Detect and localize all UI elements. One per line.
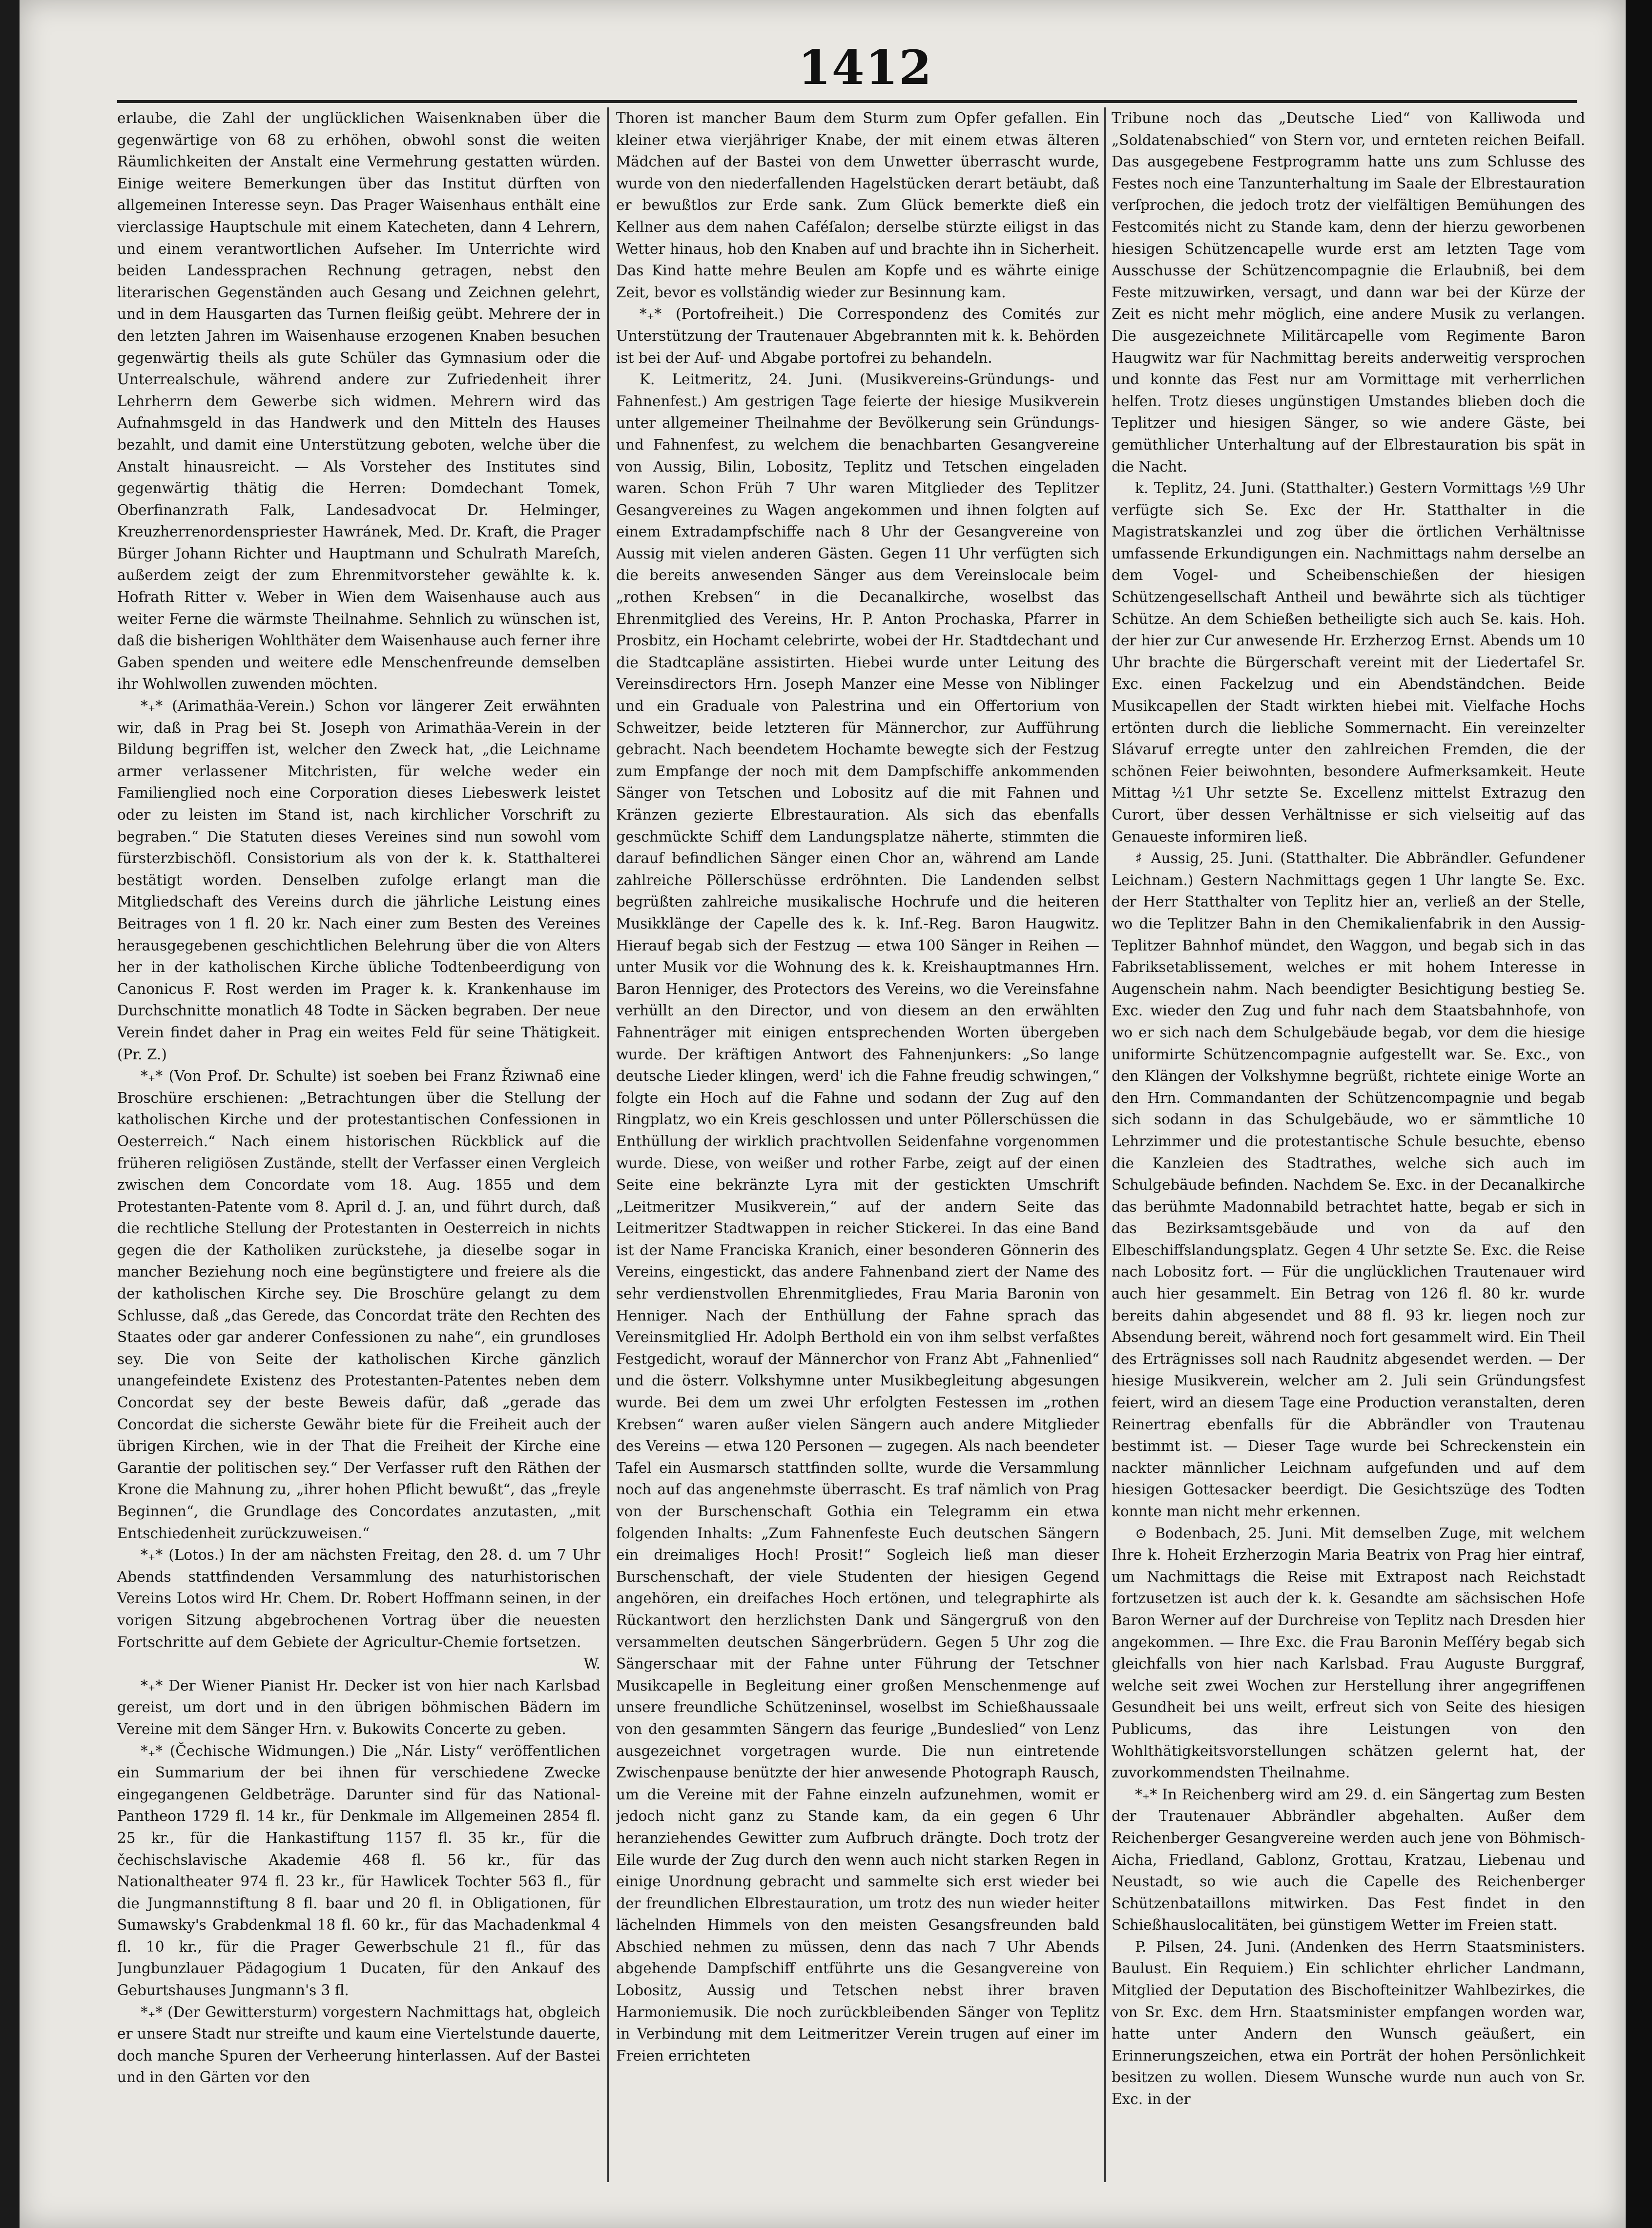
article-paragraph: ♯ Aussig, 25. Juni. (Statthalter. Die Abbrändler. Gefundener Leichnam.) Gestern Nachmittags gegen 1 Uhr langte Se. Exc. der Herr Statthalter von Teplitz hier an, verließ an der Stelle, wo die Teplitzer Bahn in den Chemikalienfabrik in den Aussig-Teplitzer Bahnhof mündet, den Waggon, und begab sich in das Fabriksetablissement, welches er mit hohem Interesse in Augenschein nahm. Nach beendigter Besichtigung bestieg Se. Exc. wieder den Zug und fuhr nach dem Staatsbahnhofe, von wo er sich nach dem Schulgebäude begab, vor dem die hiesige uniformirte Schützencompagnie aufgestellt war. Se. Exc., von den Klängen der Volkshymne begrüßt, richtete einige Worte an den Hrn. Commandanten der Schützencompagnie und begab sich sodann in das Schulgebäude, wo er sämmtliche 10 Lehrzimmer und die protestantische Schule besuchte, ebenso die Kanzleien des Stadtrathes, welche sich auch im Schulgebäude befinden. Nachdem Se. Exc. in der Decanalkirche das berühmte Madonnabild betrachtet hatte, begab er sich in das Bezirksamtsgebäude und von da auf den Elbeschiffslandungsplatz. Gegen 4 Uhr setzte Se. Exc. die Reise nach Lobositz fort. — Für die unglücklichen Trautenauer wird auch hier gesammelt. Ein Betrag von 126 fl. 80 kr. wurde bereits dahin abgesendet und 88 fl. 93 kr. liegen noch zur Absendung bereit, während noch fort gesammelt wird. Ein Theil des Erträgnisses soll nach Raudnitz abgesendet werden. — Der hiesige Musikverein, welcher am 2. Juli sein Gründungsfest feiert, wird an diesem Tage eine Production veranstalten, deren Reinertrag ebenfalls für die Abbrändler von Trautenau bestimmt ist. — Dieser Tage wurde bei Schreckenstein ein nackter männlicher Leichnam aufgefunden und auf dem hiesigen Gottesacker beerdigt. Die Gesichtszüge des Todten konnte man nicht mehr erkennen.: [1112, 850, 1585, 1520]
article-signature: W.: [583, 1655, 600, 1672]
article-paragraph: *₊* (Portofreiheit.) Die Correspondenz des Comités zur Unterstützung der Trautenauer Abgebrannten mit k. k. Behörden ist bei der Auf- und Abgabe portofrei zu behandeln.: [616, 306, 1099, 366]
article-paragraph: *₊* (Der Gewittersturm) vorgestern Nachmittags hat, obgleich er unsere Stadt nur streifte und kaum eine Viertelstunde dauerte, doch manche Spuren der Verheerung hinterlassen. Auf der Bastei und in den Gärten vor den: [117, 2003, 600, 2086]
article-paragraph: Tribune noch das „Deutsche Lied“ von Kalliwoda und „Soldatenabschied“ von Stern vor, und ernteten reichen Beifall. Das ausgegebene Festprogramm hatte uns zum Schlusse des Festes noch eine Tanzunterhaltung im Saale der Elbrestauration verſprochen, die jedoch trotz der vielfältigen Bemühungen des Festcomités nicht zu Stande kam, denn der hierzu geworbenen hiesigen Schützencapelle wurde erst am letzten Tage vom Ausschusse der Schützencompagnie die Erlaubniß, bei dem Feste mitzuwirken, versagt, und dann war bei der Kürze der Zeit es nicht mehr möglich, eine andere Musik zu verlangen. Die ausgezeichnete Militärcapelle vom Regimente Baron Haugwitz war für Nachmittag bereits anderweitig versprochen und konnte das Fest nur am Vormittage mit verherrlichen helfen. Trotz dieses ungünstigen Umstandes blieben doch die Teplitzer und hiesigen Sänger, so wie andere Gäste, bei gemüthlicher Unterhaltung auf der Elbrestauration bis spät in die Nacht.: [1112, 110, 1585, 475]
article-paragraph: *₊* In Reichenberg wird am 29. d. ein Sängertag zum Besten der Trautenauer Abbrändler abgehalten. Außer dem Reichenberger Gesangvereine werden auch jene von Böhmisch-Aicha, Friedland, Gablonz, Grottau, Kratzau, Liebenau und Neustadt, so wie auch die Capelle des Reichenberger Schützenbataillons mitwirken. Das Fest findet in den Schießhauslocalitäten, bei günstigem Wetter im Freien statt.: [1112, 1786, 1585, 1934]
scan-binding-edge: [1626, 0, 1652, 2228]
column-divider-1: [607, 107, 609, 2182]
article-paragraph: k. Teplitz, 24. Juni. (Statthalter.) Gestern Vormittags ½9 Uhr verfügte sich Se. Exc der Hr. Statthalter in die Magistratskanzlei und zog über die örtlichen Verhältnisse umfassende Erkundigungen ein. Nachmittags nahm derselbe an dem Vogel- und Scheibenschießen der hiesigen Schützengesellschaft Antheil und bewährte sich als tüchtiger Schütze. An dem Schießen betheiligte sich auch Se. kais. Hoh. der hier zur Cur anwesende Hr. Erzherzog Ernst. Abends um 10 Uhr brachte die Bürgerschaft vereint mit der Liedertafel Sr. Exc. einen Fackelzug und ein Abendständchen. Beide Musikcapellen der Stadt wirkten hiebei mit. Vielfache Hochs ertönten durch die liebliche Sommernacht. Ein vereinzelter Slávaruf erregte unter den zahlreichen Fremden, die der schönen Feier beiwohnten, besondere Aufmerksamkeit. Heute Mittag ½1 Uhr setzte Se. Excellenz mittelst Extrazug den Curort, über dessen Verhältnisse er sich vielseitig auf das Genaueste informiren ließ.: [1112, 480, 1585, 845]
article-paragraph: *₊* (Von Prof. Dr. Schulte) ist soeben bei Franz Řziwnaẟ eine Broschüre erschienen: „Betrachtungen über die Stellung der katholischen Kirche und der protestantischen Confessionen in Oesterreich.“ Nach einem historischen Rückblick auf die früheren religiösen Zustände, stellt der Verfasser einen Vergleich zwischen dem Concordate vom 18. Aug. 1855 und dem Protestanten-Patente vom 8. April d. J. an, und führt durch, daß die rechtliche Stellung der Protestanten in Oesterreich in nichts gegen die der Katholiken zurückstehe, ja dieselbe sogar in mancher Beziehung noch eine begünstigtere und freiere als die der katholischen Kirche sey. Die Broschüre gelangt zu dem Schlusse, daß „das Gerede, das Concordat träte den Rechten des Staates oder gar anderer Confessionen zu nahe“, ein grundloses sey. Die von Seite der katholischen Kirche gänzlich unangefeindete Existenz des Protestanten-Patentes neben dem Concordat sey der beste Beweis dafür, daß „gerade das Concordat die sicherste Gewähr biete für die Freiheit auch der übrigen Kirchen, wie in der That die Freiheit der Kirche eine Garantie der politischen sey.“ Der Verfasser ruft den Räthen der Krone die Mahnung zu, „ihrer hohen Pflicht bewußt“, das „freyle Beginnen“, die Grundlage des Concordates anzutasten, „mit Entschiedenheit zurückzuweisen.“: [117, 1068, 600, 1542]
article-paragraph: Thoren ist mancher Baum dem Sturm zum Opfer gefallen. Ein kleiner etwa vierjähriger Knabe, der mit einem etwas älteren Mädchen auf der Bastei von dem Unwetter überrascht wurde, wurde von den niederfallenden Hagelstücken derart betäubt, daß er bewußtlos zur Erde sank. Zum Glück bemerkte dieß ein Kellner aus dem nahen Caféſalon; derselbe stürzte eiligst in das Wetter hinaus, hob den Knaben auf und brachte ihn in Sicherheit. Das Kind hatte mehre Beulen am Kopfe und es währte einige Zeit, bevor es vollständig wieder zur Besinnung kam.: [616, 110, 1099, 301]
article-paragraph: *₊* (Lotos.) In der am nächsten Freitag, den 28. d. um 7 Uhr Abends stattfindenden Versammlung des naturhistorischen Vereins Lotos wird Hr. Chem. Dr. Robert Hoffmann seinen, in der vorigen Sitzung abgebrochenen Vortrag über die neuesten Fortschritte auf dem Gebiete der Agricultur-Chemie fortsetzen.: [117, 1547, 600, 1650]
header-rule: [117, 100, 1577, 103]
article-paragraph: erlaube, die Zahl der unglücklichen Waisenknaben über die gegenwärtige von 68 zu erhöhen, obwohl sonst die weiten Räumlichkeiten der Anstalt eine Vermehrung gestatten würden. Einige weitere Bemerkungen über das Institut dürften von allgemeinen Interesse seyn. Das Prager Waisenhaus enthält eine vierclassige Hauptschule mit einem Katecheten, dann 4 Lehrern, und einem verantwortlichen Aufseher. Im Unterrichte wird beiden Landessprachen Rechnung getragen, nebst den literarischen Gegenständen auch Gesang und Zeichnen gelehrt, und in dem Hausgarten das Turnen fleißig geübt. Mehrere der in den letzten Jahren im Waisenhause erzogenen Knaben besuchen gegenwärtig theils als gute Schüler das Gymnasium oder die Unterrealschule, während andere zur Zufriedenheit ihrer Lehrherrn dem Gewerbe sich widmen. Mehrern wird das Aufnahmsgeld in das Handwerk und den Mitteln des Hauses bezahlt, und damit eine Unterstützung geboten, welche über die Anstalt hinausreicht. — Als Vorsteher des Institutes sind gegenwärtig thätig die Herren: Domdechant Tomek, Oberfinanzrath Falk, Landesadvocat Dr. Helminger, Kreuzherrenordenspriester Hawránek, Med. Dr. Kraft, die Prager Bürger Johann Richter und Hauptmann und Schulrath Mareſch, außerdem zeigt der zum Ehrenmitvorsteher gewählte k. k. Hofrath Ritter v. Weber in Wien dem Waisenhause auch aus weiter Ferne die wärmste Theilnahme. Sehnlich zu wünschen ist, daß die bisherigen Wohlthäter dem Waisenhause auch ferner ihre Gaben spenden und weitere edle Menschenfreunde demselben ihr Wohlwollen zuwenden möchten.: [117, 110, 600, 693]
column-divider-2: [1104, 107, 1106, 2182]
article-paragraph: K. Leitmeritz, 24. Juni. (Musikvereins-Gründungs- und Fahnenfest.) Am gestrigen Tage feierte der hiesige Musikverein unter allgemeiner Theilnahme der Bevölkerung sein Gründungs- und Fahnenfest, zu welchem die benachbarten Gesangvereine von Aussig, Bilin, Lobositz, Teplitz und Tetschen eingeladen waren. Schon Früh 7 Uhr waren Mitglieder des Teplitzer Gesangvereines zu Wagen angekommen und ihnen folgten auf einem Extradampfschiffe nach 8 Uhr der Gesangvereine von Aussig mit vielen anderen Gästen. Gegen 11 Uhr verfügten sich die bereits anwesenden Sänger aus dem Vereinslocale beim „rothen Krebsen“ in die Decanalkirche, woselbst das Ehrenmitglied des Vereins, Hr. P. Anton Prochaska, Pfarrer in Prosbitz, ein Hochamt celebrirte, wobei der Hr. Stadtdechant und die Stadtcapläne assistirten. Hiebei wurde unter Leitung des Vereinsdirectors Hrn. Joseph Manzer eine Messe von Niblinger und ein Graduale von Palestrina und ein Offertorium von Schweitzer, beide letzteren für Männerchor, zur Aufführung gebracht. Nach beendetem Hochamte bewegte sich der Festzug zum Empfange der noch mit dem Dampfschiffe ankommenden Sänger von Tetschen und Lobositz auf die mit Fahnen und Kränzen gezierte Elbrestauration. Als sich das ebenfalls geschmückte Schiff dem Landungsplatze näherte, stimmten die darauf befindlichen Sänger einen Chor an, während am Lande zahlreiche Pöllerschüsse erdröhnten. Die Landenden selbst begrüßten zahlreiche musikalische Hochrufe und die heiteren Musikklänge der Capelle des k. k. Inf.-Reg. Baron Haugwitz. Hierauf begab sich der Festzug — etwa 100 Sänger in Reihen — unter Musik vor die Wohnung des k. k. Kreishauptmannes Hrn. Baron Henniger, des Protectors des Vereins, wo die Vereinsfahne verhüllt an den Director, und von diesem an den erwählten Fahnenträger mit einigen entsprechenden Worten übergeben wurde. Der kräftigen Antwort des Fahnenjunkers: „So lange deutsche Lieder klingen, werd' ich die Fahne freudig schwingen,“ folgte ein Hoch auf die Fahne und sodann der Zug auf den Ringplatz, wo ein Kreis geschlossen und unter Pöllerschüssen die Enthüllung der wirklich prachtvollen Seidenfahne vorgenommen wurde. Diese, von weißer und rother Farbe, zeigt auf der einen Seite eine bekränzte Lyra mit der gestickten Umschrift „Leitmeritzer Musikverein,“ auf der andern Seite das Leitmeritzer Stadtwappen in reicher Stickerei. In das eine Band ist der Name Franciska Kranich, einer besonderen Gönnerin des Vereins, eingestickt, das andere Fahnenband ziert der Name des sehr verdienstvollen Ehrenmitgliedes, Frau Maria Baronin von Henniger. Nach der Enthüllung der Fahne sprach das Vereinsmitglied Hr. Adolph Berthold ein von ihm selbst verfaßtes Festgedicht, worauf der Männerchor von Franz Abt „Fahnenlied“ und die österr. Volkshymne unter Musikbegleitung abgesungen wurde. Bei dem um zwei Uhr erfolgten Festessen im „rothen Krebsen“ waren außer vielen Sängern auch andere Mitglieder des Vereins — etwa 120 Personen — zugegen. Als nach beendeter Tafel ein Ausmarsch stattfinden sollte, wurde die Versammlung noch auf das angenehmste überrascht. Es traf nämlich von Prag von der Burschenschaft Gothia ein Telegramm ein etwa folgenden Inhalts: „Zum Fahnenfeste Euch deutschen Sängern ein dreimaliges Hoch! Prosit!“ Sogleich ließ man dieser Burschenschaft, der viele Studenten der hiesigen Gegend angehören, ein dreifaches Hoch ertönen, und telegraphirte als Rückantwort den herzlichsten Dank und Sängergruß von den versammelten deutschen Sängerbrüdern. Gegen 5 Uhr zog die Sängerschaar mit der Fahne unter Führung der Tetschner Musikcapelle in Begleitung einer großen Menschenmenge auf unsere freundliche Schützeninsel, woselbst im Schießhaussaale von den gesammten Sängern das feurige „Bundeslied“ von Lenz ausgezeichnet vorgetragen wurde. Die nun eintretende Zwischenpause benützte der hier anwesende Photograph Rausch, um die Vereine mit der Fahne einzeln aufzunehmen, womit er jedoch nicht ganz zu Stande kam, da ein gegen 6 Uhr heranziehendes Gewitter zum Aufbruch drängte. Doch trotz der Eile wurde der Zug durch den wenn auch nicht starken Regen in einige Unordnung gebracht und sammelte sich erst wieder bei der freundlichen Elbrestauration, um trotz des nun wieder heiter lächelnden Himmels von den meisten Gesangsfreunden bald Abschied nehmen zu müssen, denn das nach 7 Uhr Abends abgehende Dampfschiff entführte uns die Gesangvereine von Lobositz, Aussig und Tetschen nebst ihrer braven Harmoniemusik. Die noch zurückbleibenden Sänger von Teplitz in Verbindung mit dem Leitmeritzer Verein trugen auf einer im Freien errichteten: [616, 371, 1099, 2064]
page-number: 1412: [798, 40, 933, 95]
text-column-1: [117, 107, 600, 2192]
article-paragraph: *₊* Der Wiener Pianist Hr. Decker ist von hier nach Karlsbad gereist, um dort und in den übrigen böhmischen Bädern im Vereine mit dem Sänger Hrn. v. Bukowits Concerte zu geben.: [117, 1677, 600, 1737]
article-paragraph: *₊* (Arimathäa-Verein.) Schon vor längerer Zeit erwähnten wir, daß in Prag bei St. Joseph von Arimathäa-Verein in der Bildung begriffen ist, welcher den Zweck hat, „die Leichname armer verlassener Mitchristen, für welche weder ein Familienglied noch eine Corporation dieses Liebeswerk leistet oder zu leisten im Stand ist, nach kirchlicher Vorschrift zu begraben.“ Die Statuten dieses Vereines sind nun sowohl vom fürsterzbischöfl. Consistorium als von der k. k. Statthalterei bestätigt worden. Denselben zufolge erlangt man die Mitgliedschaft des Vereins durch die jährliche Leistung eines Beitrages von 1 fl. 20 kr. Nach einer zum Besten des Vereines herausgegebenen geschichtlichen Belehrung über die von Alters her in der katholischen Kirche übliche Todtenbeerdigung von Canonicus F. Rost werden im Prager k. k. Krankenhause im Durchschnitte monatlich 48 Todte in Säcken begraben. Der neue Verein findet daher in Prag ein weites Feld für seine Thätigkeit. (Pr. Z.): [117, 698, 600, 1063]
article-paragraph: P. Pilsen, 24. Juni. (Andenken des Herrn Staatsministers. Baulust. Ein Requiem.) Ein schlichter ehrlicher Landmann, Mitglied der Deputation des Bischofteinitzer Wahlbezirkes, die von Sr. Exc. dem Hrn. Staatsminister empfangen worden war, hatte unter Andern den Wunsch geäußert, ein Erinnerungszeichen, etwa ein Porträt der hohen Persönlichkeit besitzen zu wollen. Diesem Wunsche wurde nun auch von Sr. Exc. in der: [1112, 1938, 1585, 2108]
newspaper-page: [20, 0, 1626, 2228]
text-column-3: [1112, 107, 1585, 2192]
text-column-2: [616, 107, 1099, 2192]
article-paragraph: ⊙ Bodenbach, 25. Juni. Mit demselben Zuge, mit welchem Ihre k. Hoheit Erzherzogin Maria Beatrix von Prag hier eintraf, um Nachmittags die Reise mit Extrapost nach Reichstadt fortzusetzen ist auch der k. k. Gesandte am sächsischen Hofe Baron Werner auf der Durchreise von Teplitz nach Dresden hier angekommen. — Ihre Exc. die Frau Baronin Meſſéry begab sich gleichfalls von hier nach Karlsbad. Frau Auguste Burggraf, welche seit zwei Wochen zur Herstellung ihrer angegriffenen Gesundheit bei uns weilt, erfreut sich von Seite des hiesigen Publicums, das ihre Leistungen von den Wohlthätigkeitsvorstellungen schätzen gelernt hat, der zuvorkommendsten Theilnahme.: [1112, 1525, 1585, 1781]
article-paragraph: *₊* (Čechische Widmungen.) Die „Nár. Listy“ veröffentlichen ein Summarium der bei ihnen für verschiedene Zwecke eingegangenen Geldbeträge. Darunter sind für das National-Pantheon 1729 fl. 14 kr., für Denkmale im Allgemeinen 2854 fl. 25 kr., für die Hankastiftung 1157 fl. 35 kr., für die čechischslavische Akademie 468 fl. 56 kr., für das Nationaltheater 974 fl. 23 kr., für Hawlicek Tochter 563 fl., für die Jungmannstiftung 8 fl. baar und 20 fl. in Obligationen, für Sumawsky's Grabdenkmal 18 fl. 60 kr., für das Machadenkmal 4 fl. 10 kr., für die Prager Gewerbschule 21 fl., für das Jungbunzlauer Pädagogium 1 Ducaten, für den Ankauf des Geburtshauses Jungmann's 3 fl.: [117, 1742, 600, 1999]
